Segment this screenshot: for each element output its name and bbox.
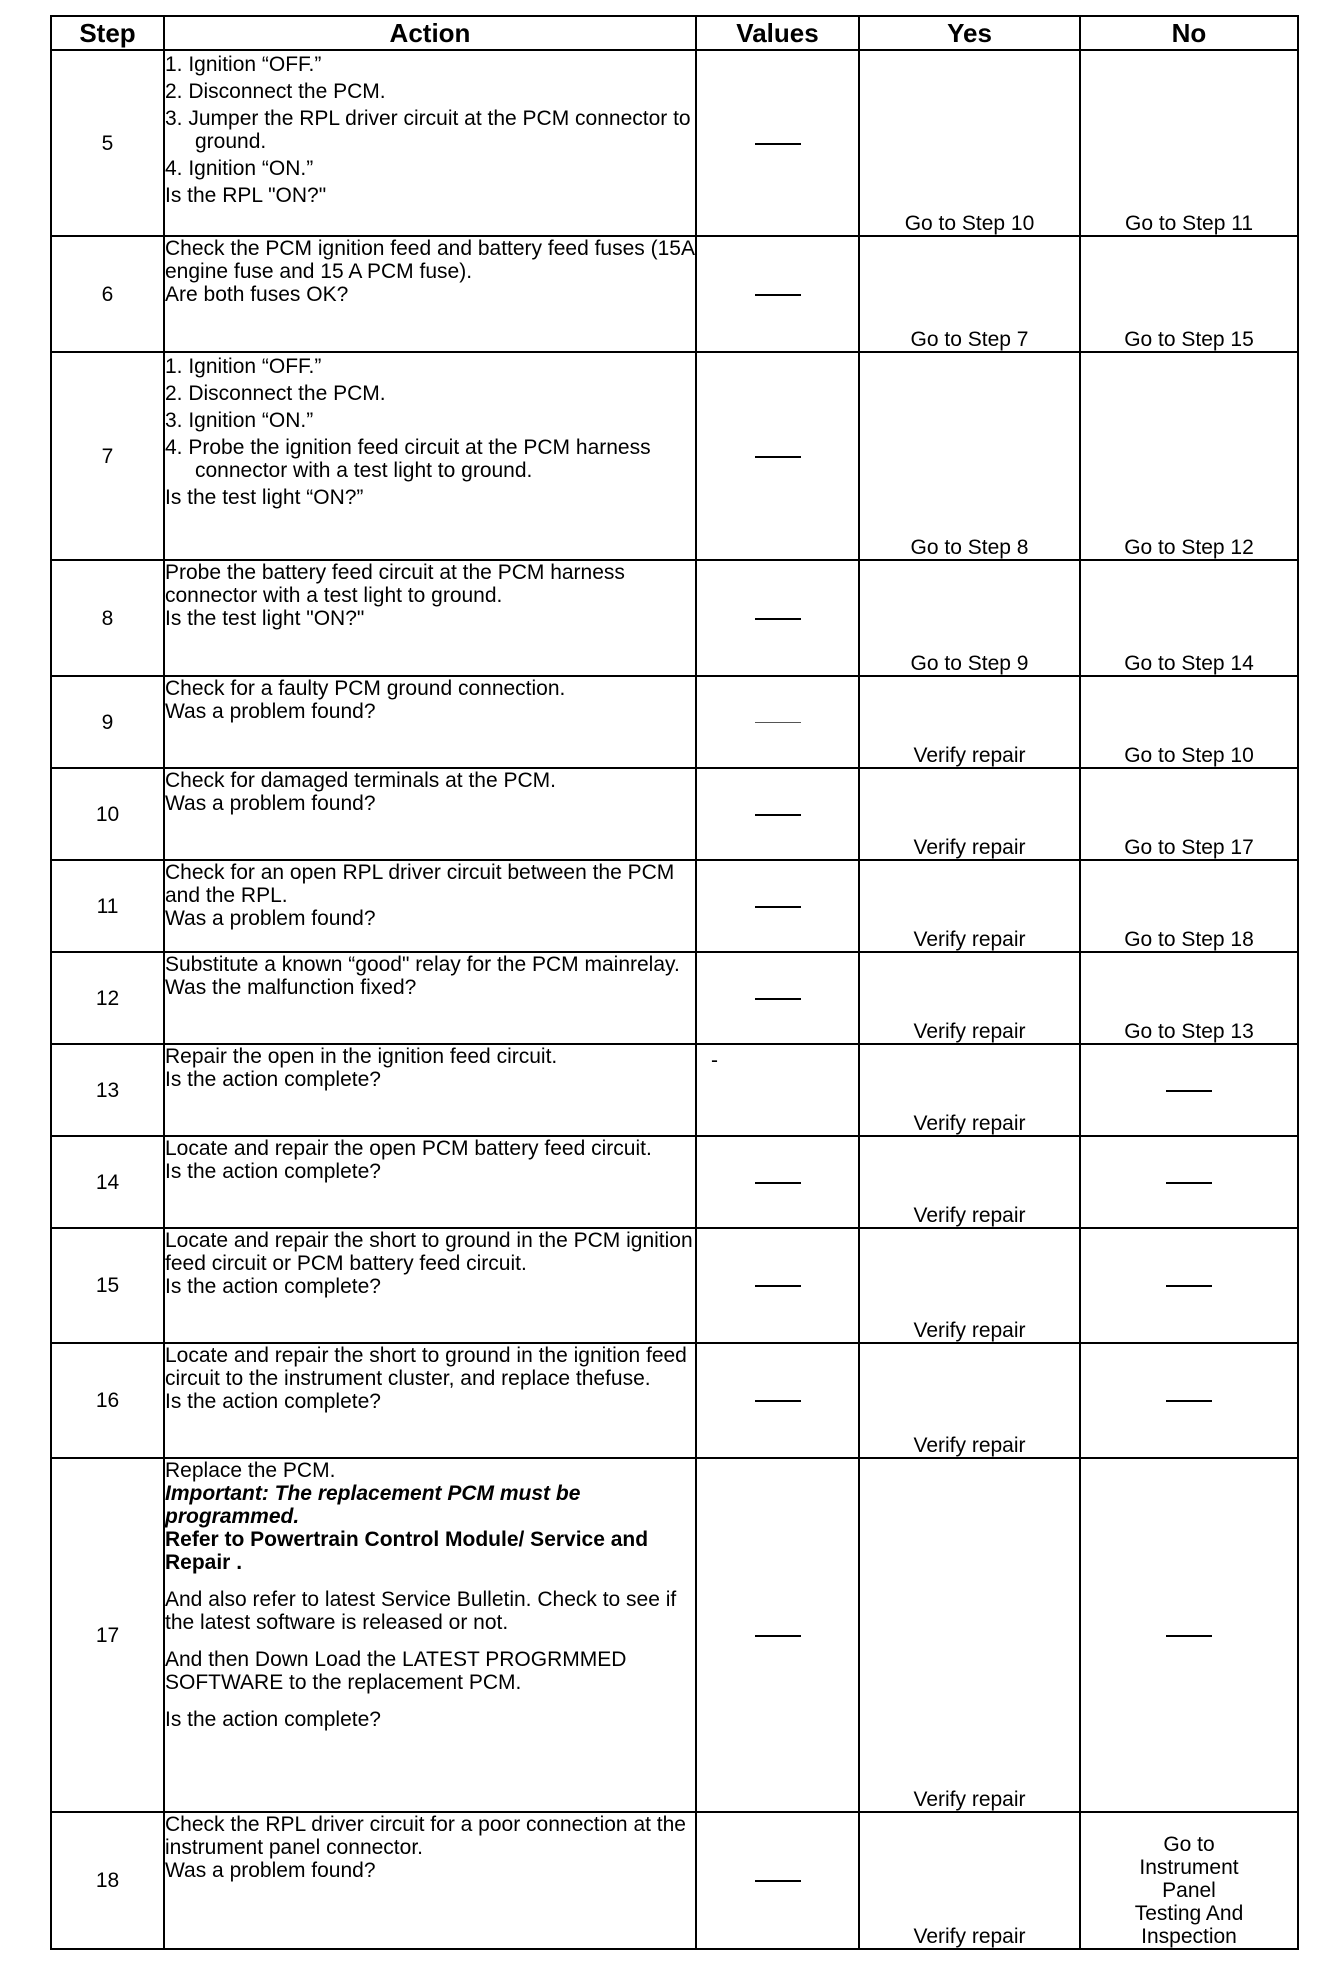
action-question: Was a problem found?: [165, 700, 376, 723]
dash-mark: [755, 1400, 801, 1402]
refer-link[interactable]: Refer to Powertrain Control Module/ Service and Repair .: [165, 1528, 649, 1574]
header-row: [51, 16, 1298, 50]
no-result-line: Testing And: [1134, 1902, 1244, 1925]
action-cell: [164, 1343, 696, 1458]
dash-mark: [755, 722, 801, 723]
dash-mark: [755, 1285, 801, 1287]
values-cell: [696, 1136, 859, 1228]
step-number: 10: [51, 768, 164, 860]
yes-result: Go to Step 7: [859, 236, 1080, 352]
action-cell: [164, 860, 696, 952]
action-question: Is the action complete?: [165, 1708, 381, 1731]
values-cell: [696, 1044, 859, 1136]
no-result: Go to Step 15: [1080, 236, 1298, 352]
action-item: 4. Probe the ignition feed circuit at the PCM harness connector with a test light to ground.: [165, 436, 651, 482]
action-item: 3. Ignition “ON.”: [165, 409, 314, 432]
no-result: Go to Step 14: [1080, 560, 1298, 676]
yes-result: Verify repair: [859, 1044, 1080, 1136]
no-result-line: Instrument: [1139, 1856, 1239, 1879]
yes-result: Verify repair: [859, 1343, 1080, 1458]
yes-result: Verify repair: [859, 768, 1080, 860]
no-result: Go to Step 10: [1080, 676, 1298, 768]
dash-mark: [755, 1182, 801, 1184]
dash-mark: [755, 1635, 801, 1637]
no-result: Go to Step 13: [1080, 952, 1298, 1044]
dash-mark: [1166, 1182, 1212, 1184]
no-result: Go to Step 11: [1080, 50, 1298, 236]
dash-mark: [755, 618, 801, 620]
action-item: 2. Disconnect the PCM.: [165, 80, 386, 103]
dash-mark: [755, 906, 801, 908]
dash-mark: [755, 814, 801, 816]
step-number: 7: [51, 352, 164, 560]
action-cell: [164, 1044, 696, 1136]
step-number: 12: [51, 952, 164, 1044]
step-number: 14: [51, 1136, 164, 1228]
table-row: [51, 1136, 1298, 1228]
yes-result: Verify repair: [859, 860, 1080, 952]
step-number: 8: [51, 560, 164, 676]
dash-mark: [755, 143, 801, 145]
values-cell: [696, 952, 859, 1044]
yes-result: Verify repair: [859, 952, 1080, 1044]
action-text: Repair the open in the ignition feed circuit.: [165, 1045, 558, 1068]
action-question: Is the action complete?: [165, 1275, 381, 1298]
dash-mark: [1166, 1400, 1212, 1402]
action-cell: [164, 768, 696, 860]
action-item: 2. Disconnect the PCM.: [165, 382, 386, 405]
action-text: And also refer to latest Service Bulletin. Check to see if the latest software is released or not.: [165, 1588, 677, 1634]
table-row: [51, 1458, 1298, 1812]
no-result: Go to Step 12: [1080, 352, 1298, 560]
action-text: Check for damaged terminals at the PCM.: [165, 769, 557, 792]
step-number: 17: [51, 1458, 164, 1812]
values-cell: [696, 1458, 859, 1812]
no-result: Go to Step 18: [1080, 860, 1298, 952]
action-cell: [164, 1812, 696, 1949]
action-text: Check for a faulty PCM ground connection.: [165, 677, 566, 700]
header-yes: Yes: [859, 16, 1080, 50]
values-cell: [696, 676, 859, 768]
yes-result: Go to Step 8: [859, 352, 1080, 560]
values-cell: [696, 1343, 859, 1458]
action-question: Was a problem found?: [165, 1859, 376, 1882]
table-row: [51, 1228, 1298, 1343]
action-question: Are both fuses OK?: [165, 283, 349, 306]
action-cell: [164, 236, 696, 352]
table-row: [51, 50, 1298, 236]
values-cell: [696, 560, 859, 676]
table-row: [51, 952, 1298, 1044]
table-row: [51, 1812, 1298, 1949]
action-cell: [164, 1228, 696, 1343]
action-cell: [164, 952, 696, 1044]
action-text: Replace the PCM.: [165, 1459, 336, 1482]
action-cell: [164, 676, 696, 768]
step-number: 11: [51, 860, 164, 952]
table-row: [51, 236, 1298, 352]
action-text: And then Down Load the LATEST PROGRMMED SOFTWARE to the replacement PCM.: [165, 1648, 627, 1694]
action-question: Was a problem found?: [165, 792, 376, 815]
yes-result: Go to Step 9: [859, 560, 1080, 676]
step-number: 9: [51, 676, 164, 768]
action-cell: [164, 1136, 696, 1228]
action-item: 1. Ignition “OFF.”: [165, 355, 322, 378]
step-number: 13: [51, 1044, 164, 1136]
dash-mark: [1166, 1285, 1212, 1287]
yes-result: Go to Step 10: [859, 50, 1080, 236]
action-text: Check for an open RPL driver circuit between the PCM and the RPL.: [165, 861, 675, 907]
table-row: [51, 768, 1298, 860]
action-text: Check the PCM ignition feed and battery feed fuses (15A engine fuse and 15 A PCM fuse).: [165, 237, 694, 283]
table-row: [51, 352, 1298, 560]
header-no: No: [1080, 16, 1298, 50]
header-step: Step: [51, 16, 164, 50]
action-text: Substitute a known “good" relay for the PCM mainrelay.: [165, 953, 680, 976]
step-number: 16: [51, 1343, 164, 1458]
action-item: 3. Jumper the RPL driver circuit at the PCM connector to ground.: [165, 107, 691, 153]
yes-result: Verify repair: [859, 676, 1080, 768]
table-row: [51, 1343, 1298, 1458]
values-cell: [696, 768, 859, 860]
action-question: Is the RPL "ON?": [165, 184, 327, 207]
action-item: 4. Ignition “ON.”: [165, 157, 314, 180]
action-cell: [164, 560, 696, 676]
action-question: Is the test light “ON?”: [165, 486, 364, 509]
action-cell: [164, 50, 696, 236]
values-cell: [696, 50, 859, 236]
table-row: [51, 860, 1298, 952]
action-text: Probe the battery feed circuit at the PCM harness connector with a test light to ground.: [165, 561, 625, 607]
action-question: Is the test light "ON?": [165, 607, 365, 630]
yes-result: Verify repair: [859, 1812, 1080, 1949]
no-result: [1080, 1458, 1298, 1812]
action-question: Is the action complete?: [165, 1390, 381, 1413]
table-row: [51, 560, 1298, 676]
no-result: [1080, 1136, 1298, 1228]
header-values: Values: [696, 16, 859, 50]
header-action: Action: [164, 16, 696, 50]
dash-mark: [1166, 1090, 1212, 1092]
action-text: Locate and repair the short to ground in the ignition feed circuit to the instrument cluster, and replace thefuse.: [165, 1344, 687, 1390]
yes-result: Verify repair: [859, 1458, 1080, 1812]
values-cell: [696, 1812, 859, 1949]
values-cell: [696, 352, 859, 560]
action-question: Is the action complete?: [165, 1160, 381, 1183]
values-cell: [696, 1228, 859, 1343]
important-note: Important: The replacement PCM must be programmed.: [165, 1482, 581, 1528]
values-cell: [696, 860, 859, 952]
dash-mark: [1166, 1635, 1212, 1637]
dash-mark: [755, 1880, 801, 1882]
no-result: [1080, 1044, 1298, 1136]
action-question: Was the malfunction fixed?: [165, 976, 417, 999]
yes-result: Verify repair: [859, 1228, 1080, 1343]
dash-mark: [755, 456, 801, 458]
table-row: [51, 676, 1298, 768]
step-number: 5: [51, 50, 164, 236]
values-mark: -: [711, 1049, 718, 1072]
values-cell: [696, 236, 859, 352]
yes-result: Verify repair: [859, 1136, 1080, 1228]
dash-mark: [755, 998, 801, 1000]
no-result: [1080, 1228, 1298, 1343]
no-result: [1080, 1812, 1298, 1949]
action-item: 1. Ignition “OFF.”: [165, 53, 322, 76]
action-cell: [164, 1458, 696, 1812]
step-number: 6: [51, 236, 164, 352]
no-result-line: Inspection: [1141, 1925, 1237, 1948]
no-result: Go to Step 17: [1080, 768, 1298, 860]
step-number: 15: [51, 1228, 164, 1343]
action-cell: [164, 352, 696, 560]
action-question: Is the action complete?: [165, 1068, 381, 1091]
diagnostic-table: [50, 15, 1299, 1950]
table-row: [51, 1044, 1298, 1136]
no-result-line: Go to: [1163, 1833, 1215, 1856]
no-result: [1080, 1343, 1298, 1458]
dash-mark: [755, 294, 801, 296]
action-question: Was a problem found?: [165, 907, 376, 930]
action-text: Locate and repair the open PCM battery feed circuit.: [165, 1137, 652, 1160]
action-text: Locate and repair the short to ground in the PCM ignition feed circuit or PCM battery feed circuit.: [165, 1229, 693, 1275]
no-result-line: Panel: [1162, 1879, 1216, 1902]
step-number: 18: [51, 1812, 164, 1949]
action-text: Check the RPL driver circuit for a poor connection at the instrument panel connector.: [165, 1813, 686, 1859]
